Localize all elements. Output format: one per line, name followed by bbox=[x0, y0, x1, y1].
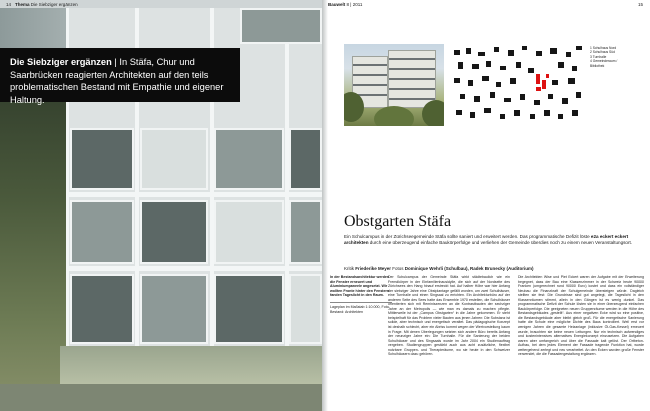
plan-building bbox=[458, 62, 463, 69]
floor-slab bbox=[66, 192, 322, 197]
floor-slab bbox=[66, 266, 322, 271]
headline-rest: | In Stäfa, Chur und Saarbrücken reagierten Architekten auf den teils problematischen Bestand mit Empathie und eigener Haltung. bbox=[10, 57, 224, 105]
left-page-header bbox=[6, 2, 78, 7]
headline-bold: Die Siebziger ergänzen bbox=[10, 57, 112, 67]
article-column-2 bbox=[518, 275, 644, 409]
plan-building bbox=[536, 51, 542, 56]
right-page-number: 15 bbox=[638, 2, 644, 7]
plan-building bbox=[568, 78, 575, 84]
legend-item: Bibliothek bbox=[590, 63, 605, 68]
caption-divider bbox=[330, 302, 392, 303]
right-page bbox=[328, 0, 650, 411]
credits-label: Fotos bbox=[391, 266, 405, 271]
plan-building bbox=[466, 48, 471, 54]
plan-building bbox=[484, 108, 491, 113]
article-lead bbox=[344, 234, 644, 246]
plan-building bbox=[472, 64, 479, 69]
tree bbox=[422, 100, 444, 126]
window bbox=[70, 128, 134, 190]
plan-building bbox=[478, 52, 485, 56]
window bbox=[140, 200, 208, 264]
window bbox=[70, 200, 134, 264]
window-band bbox=[389, 98, 435, 100]
plan-building bbox=[490, 92, 495, 98]
window bbox=[240, 8, 322, 44]
window bbox=[214, 200, 284, 264]
article-title: Obstgarten Stäfa bbox=[344, 213, 452, 230]
plan-building bbox=[548, 94, 553, 99]
lead-architects: e2a eckert eckert architekten bbox=[344, 234, 629, 246]
plan-building bbox=[558, 114, 563, 119]
window bbox=[289, 274, 322, 344]
plan-building bbox=[454, 50, 460, 55]
window bbox=[289, 200, 322, 264]
plan-building bbox=[486, 61, 491, 67]
plan-building bbox=[558, 62, 564, 68]
plan-school-north bbox=[536, 74, 540, 84]
credits-photographers: Dominique Wehrli (Schulbau), Radek Brunecky (Auditorium) bbox=[404, 266, 534, 271]
legend-item: 4 Gemeinderaum / bbox=[590, 59, 618, 64]
legend-item: 2 Schulhaus Süd bbox=[590, 50, 615, 55]
plan-building bbox=[474, 96, 480, 102]
plan-building bbox=[454, 78, 460, 83]
lead-text: durch eine überzeugend einfache Baukörperfolge und verliehen der Gemeinde überdies noch zu einem neuen Veranstaltungsort. bbox=[368, 240, 633, 246]
left-page bbox=[0, 0, 322, 411]
window-band bbox=[389, 58, 435, 60]
publication-name: Bauwelt bbox=[328, 2, 346, 7]
plan-gym bbox=[536, 87, 541, 91]
plan-building bbox=[470, 112, 475, 118]
body-text: Die Architekten Wise und Piet Eckert waren der Aufgabe mit der Erweiterung begegnet, dass der Bau eine Klassenzimmer in der Schweiz heute 90000 Franken (umgerechnet rund 90000 Euro) kostet und dass ein vollständiger Neubau die Finanzkraft der Schulgemeinde übersteigen würde. Dagleich stellten sie fest: Die Grundrisse sind gut angelegt, die Tageslicht in den Klassenräumen stimmt, allein in den Gängen ist es wenig dunkel. Das programmatische Defizit der Schule lösten sie in einer überzeugend einfachen Baukörperfolge. Die geeigneten neuen Gruppenräume werden in die Höhe des Bestandsgebäudes „gestellt“. Aus einer negativen Ecke wird so eine positive, die Bestandsgebäude aber bleibt gleich groß. Für die energetische Sanierung hatte die Schule eine mögliche Dichte des Baus kontrolliert. Weil erst vor wenigen Jahren die gesamte Heizanlage (inklusive Öl-Gas-Kessel) erneuert wurde, brauchten sie keine neuen Leitungen. Nur ein technisch aufwendiges und kostenintensives alternatives Energiekonzept einzusetzen. Die Aufgaben waren aber umfangreich und über die Fassade kalt gelöst. Der Ortbeton-Aufbau, bei dem jedes Element der Fassade tragende Funktion hat, wurde weitergehend zerlegt und neu verarbeitet. An den Ecken wurden große Fenster verwendet, die die Fassadengestaltung ergänzen. bbox=[518, 275, 644, 357]
plan-building bbox=[460, 94, 465, 99]
plan-building bbox=[552, 80, 558, 85]
plan-building bbox=[562, 98, 568, 104]
plan-building bbox=[544, 110, 550, 116]
legend-item: 1 Schulhaus Nord bbox=[590, 46, 617, 50]
plan-building bbox=[456, 110, 462, 115]
plan-building bbox=[500, 114, 505, 119]
window-band bbox=[389, 88, 435, 90]
headline bbox=[10, 56, 230, 106]
plan-building bbox=[522, 46, 527, 50]
plan-building bbox=[520, 94, 525, 100]
plan-building bbox=[514, 110, 520, 116]
plan-building bbox=[468, 80, 473, 86]
plan-building bbox=[572, 110, 578, 116]
plan-building bbox=[482, 76, 489, 81]
plan-building bbox=[576, 92, 581, 98]
plan-building bbox=[496, 82, 501, 87]
plan-building bbox=[510, 78, 516, 84]
body-text: Der Schulcampus der Gemeinde Stäfa wirkt städtebaulich wie ein Fremdkörper in der Einfamilienhausidylle, die sich auf der Nordseite des Zürichsees den Hang hinauf erstreckt hat. Auf halber Höhe war hier Anfang der siebziger Jahre eine Obstplantage gefällt worden, um zwei Schulhäuser, eine Turnhalle und einen Singsaal zu errichten. Ein Architekturbüro auf der anderen Seite des Sees hatte das Ensemble 1970 erstellen, die Schulhäuser orientierten sich mit Reminiszenzen an die Kontrastbauten der sechziger Jahre an der Metropolis — wie man es damals zu machen pflegte. Mittlerweile ist der „Campus Obstgarten“ in die Jahre gekommen. Er steht beispielhaft für das Problem vieler Bauten aus jenen Jahren: Die Substanz ist solide, aber technisch und energetisch veraltet. Das pädagogische Konzept ist deshalb schlecht, aber ein Abriss kommt wegen der Wertvorstellung kaum in Frage. Mit denen Überlegungen setzten sich andere Büro bereits Anfang der neunziger Jahre ein: Die Turnhalle. Für die Sanierung der beiden Schulhäuser und des Singsaals wurde im Jahr 2004 ein Studienauftrag vergeben. Studiengruppen gestärkt auch aus acht zusätzliche, flexibel nutzbare Gruppen- und Therapieräume, wo sie heute in den Schweizer Schulhäusern dazu gehören. bbox=[388, 275, 510, 357]
ground bbox=[0, 384, 322, 411]
plan-building bbox=[528, 68, 534, 73]
plan-legend bbox=[590, 46, 648, 68]
legend-item: 3 Turnhalle bbox=[590, 54, 607, 59]
plan-building bbox=[550, 48, 557, 54]
plan-building bbox=[566, 52, 571, 57]
caption-plan: Lageplan im Maßstab 1:10.000, Foto Bestand: Architekten bbox=[330, 304, 389, 314]
page-number: 14 bbox=[6, 2, 12, 7]
existing-building-photo bbox=[344, 44, 444, 126]
plan-building bbox=[516, 62, 521, 68]
article-credits bbox=[344, 266, 644, 271]
plan-building bbox=[494, 47, 499, 52]
plan-building bbox=[504, 98, 511, 102]
photo-caption bbox=[330, 275, 392, 314]
plan-building bbox=[530, 114, 535, 119]
window-band bbox=[353, 74, 387, 76]
lawn bbox=[60, 346, 322, 384]
plan-building bbox=[534, 100, 540, 105]
window-band bbox=[389, 78, 435, 80]
window-band bbox=[389, 68, 435, 70]
site-plan bbox=[450, 44, 585, 126]
window bbox=[289, 128, 322, 190]
section-sub: Die Siebziger ergänzen bbox=[30, 2, 78, 7]
credits-label: Kritik bbox=[344, 266, 356, 271]
caption-main: In der Bestandsarchitektur werden die Fenster erneuert und Aluminiumpaneele angesetzt. Wir wollten Fronte hinter den Fenstern fanden Tageslicht in den Raum. bbox=[330, 275, 390, 298]
plan-community-hall bbox=[546, 74, 549, 78]
tree bbox=[374, 106, 414, 126]
headline-box bbox=[0, 48, 240, 105]
plan-building bbox=[576, 46, 582, 50]
window bbox=[70, 274, 134, 344]
plan-building bbox=[500, 66, 506, 70]
window bbox=[214, 128, 284, 190]
issue-number: 8 | 2011 bbox=[346, 2, 363, 7]
plan-building bbox=[508, 50, 514, 56]
credits-author: Friederike Meyer bbox=[355, 266, 392, 271]
window bbox=[140, 128, 208, 190]
window bbox=[140, 274, 208, 344]
lead-text: Ein Schulcampus in der Zürichseegemeinde Stäfa sollte saniert und erweitert werden. Das programmatische Defizit löste bbox=[344, 234, 591, 239]
article-column-1 bbox=[388, 275, 510, 409]
section-label: Thema bbox=[15, 2, 30, 7]
window-band bbox=[353, 64, 387, 66]
window bbox=[214, 274, 284, 344]
tree bbox=[344, 92, 364, 122]
right-page-header bbox=[328, 2, 362, 7]
plan-building bbox=[572, 66, 577, 71]
window-band bbox=[353, 84, 387, 86]
plan-school-south bbox=[542, 80, 546, 89]
